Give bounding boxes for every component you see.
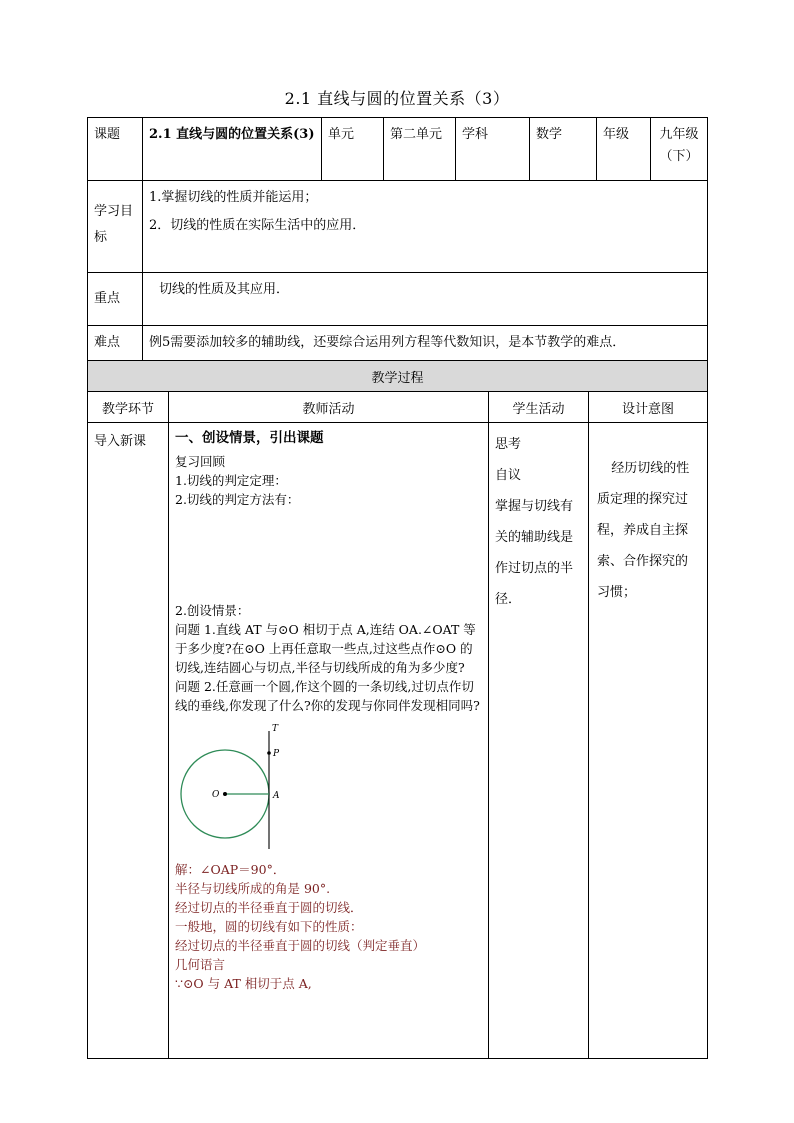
topic-value: 2.1 直线与圆的位置关系(3) [143,118,322,181]
goal-item: 2．切线的性质在实际生活中的应用． [149,218,366,233]
section-heading: 一、创设情景，引出课题 [175,430,324,446]
question-2: 问题 2.任意画一个圆,作这个圆的一条切线,过切点作切线的垂线,你发现了什么?你的发现与你同伴发现相同吗? [175,679,480,713]
design-intent: 经历切线的性质定理的探究过程，养成自主探索、合作探究的习惯； [589,423,708,1059]
page-title: 2.1 直线与圆的位置关系（3） [284,89,510,108]
question-1: 问题 1.直线 AT 与⊙O 相切于点 A,连结 OA.∠OAT 等于多少度?在⊙O 上再任意取一些点,过这些点作⊙O 的切线,连结圆心与切点,半径与切线所成的角为多少度? [175,622,476,675]
blank-space [175,509,482,601]
review-heading: 复习回顾 [175,454,226,469]
label-a: A [273,791,280,801]
answer-line: 经过切点的半径垂直于圆的切线． [175,900,363,915]
goal-label: 学习目标 [88,181,143,273]
student-item: 自议 [495,468,522,483]
goal-item: 1.掌握切线的性质并能运用； [149,190,318,205]
label-o: O [212,790,220,800]
header-design: 设计意图 [589,392,708,423]
label-p: P [273,749,280,759]
teaching-process-table [87,360,708,1059]
grade-value: 九年级（下） [651,118,708,181]
difficulty-label: 难点 [88,326,143,361]
subject-label: 学科 [456,118,530,181]
key-label: 重点 [88,273,143,326]
header-stage: 教学环节 [88,392,169,423]
header-student: 学生活动 [489,392,589,423]
key-value: 切线的性质及其应用． [143,273,708,326]
answer-line: 经过切点的半径垂直于圆的切线（判定垂直） [175,938,426,953]
unit-label: 单元 [322,118,384,181]
center-point [223,792,227,796]
stage-cell: 导入新课 [88,423,169,1059]
student-item: 思考 [495,437,522,452]
header-teacher: 教师活动 [169,392,489,423]
grade-label: 年级 [597,118,651,181]
answer-line: 半径与切线所成的角是 90°. [175,881,331,896]
label-t: T [272,724,279,734]
topic-label: 课题 [88,118,143,181]
review-item: 2.切线的判定方法有： [175,492,300,507]
answer-line: 一般地，圆的切线有如下的性质： [175,919,363,934]
geometry-statement: ∵⊙O 与 AT 相切于点 A, [175,976,312,991]
unit-value: 第二单元 [384,118,456,181]
difficulty-value: 例5需要添加较多的辅助线，还要综合运用列方程等代数知识，是本节教学的难点． [143,326,708,361]
teacher-activity [169,423,489,1059]
goals-cell [143,181,708,273]
geometry-language-heading: 几何语言 [175,957,226,972]
answer-line: 解：∠OAP＝90°． [175,862,286,877]
circle-tangent-diagram [175,721,305,851]
student-activity [489,423,589,1059]
situation-heading: 2.创设情景： [175,603,250,618]
point-p [267,751,271,755]
section-title: 教学过程 [88,361,708,392]
subject-value: 数学 [530,118,597,181]
lesson-info-table [87,117,708,361]
review-item: 1.切线的判定定理： [175,473,287,488]
tangent-figure [175,721,482,856]
student-item: 掌握与切线有关的辅助线是作过切点的半径． [495,499,574,607]
